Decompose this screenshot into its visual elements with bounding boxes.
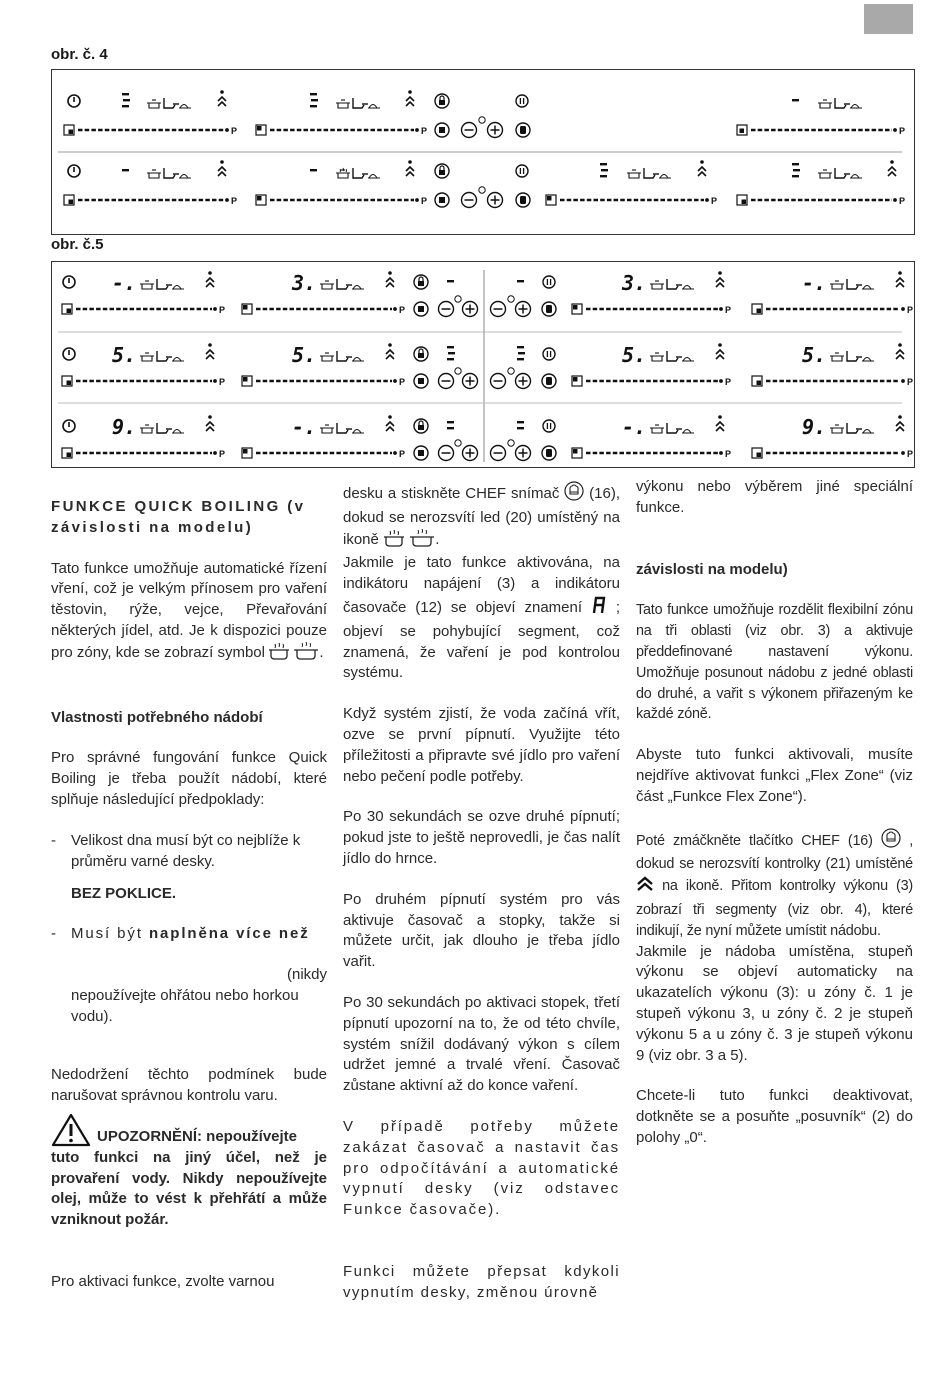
- text-column-1: [51, 497, 327, 1293]
- flex-move-indicator: [896, 271, 904, 287]
- power-slider: [572, 448, 731, 459]
- power-slider: [737, 125, 905, 136]
- segment-display: [517, 280, 524, 282]
- segment-display: [517, 421, 524, 429]
- power-level-digit: 5.: [112, 343, 137, 367]
- timer-icon: [542, 374, 556, 388]
- slider-end-label: P: [219, 305, 226, 315]
- flex-move-indicator: [888, 160, 896, 176]
- minus-icon: [491, 374, 506, 389]
- segment-display: [310, 93, 318, 107]
- power-slider: [62, 448, 225, 459]
- slider-end-label: P: [907, 305, 914, 315]
- cookware-icons: [830, 351, 874, 361]
- heading-flex-chef: závislosti na modelu): [636, 560, 788, 578]
- power-slider: [752, 376, 913, 387]
- slider-end-label: P: [725, 449, 732, 459]
- segment-display: [792, 163, 800, 177]
- plus-icon: [516, 374, 531, 389]
- cookware-icons: [336, 98, 380, 108]
- cookware-icons: [830, 423, 874, 433]
- power-icon: [68, 95, 80, 107]
- timer-clock-icon: [479, 117, 485, 123]
- flex-move-indicator: [716, 343, 724, 359]
- pause-icon: [543, 348, 555, 360]
- power-slider: [752, 448, 913, 459]
- minus-icon: [462, 123, 477, 138]
- timer-clock-icon: [455, 296, 461, 302]
- slider-end-label: P: [899, 126, 906, 136]
- cookware-icons: [140, 351, 184, 361]
- timer-clock-icon: [508, 296, 514, 302]
- power-level-digit: 9.: [112, 415, 137, 439]
- cookware-icons: [140, 423, 184, 433]
- cookware-icons: [650, 351, 694, 361]
- text-column-3: [636, 477, 913, 1149]
- power-icon: [68, 165, 80, 177]
- paragraph-flex-intro: Tato funkce umožňuje rozdělit flexibilní zónu na tři oblasti (viz obr. 3) a aktivuje předdefinované nastavení výkonu. Umožňuje posunout nádobu z jedné oblasti do druhé, a vařit s výkonem přiřazeným ke každé zóně.: [636, 602, 913, 723]
- figure-4-panel: [51, 69, 915, 235]
- lock-icon: [414, 419, 428, 433]
- timer-icon: [516, 193, 530, 207]
- figure-5-diagram: [52, 262, 914, 467]
- slider-end-label: P: [899, 196, 906, 206]
- cookware-icons: [830, 279, 874, 289]
- power-slider: [242, 448, 405, 459]
- warning-block: UPOZORNĚNÍ: nepoužívejte tuto funkci na jiný účel, než je provaření vody. Nikdy nepoužívejte olej, může to vést k přehřátí a může vzniknout požár.: [51, 1113, 327, 1231]
- timer-clock-icon: [479, 187, 485, 193]
- page-tab-marker: [864, 4, 913, 34]
- power-level-digit: -.: [112, 271, 137, 295]
- paragraph-flex-activate: Abyste tuto funkci aktivovali, musíte nejdříve aktivovat funkci „Flex Zone“ (viz část „Funkce Flex Zone“).: [636, 746, 913, 805]
- slider-end-label: P: [219, 449, 226, 459]
- heading-cookware: Vlastnosti potřebného nádobí: [51, 708, 263, 726]
- power-slider: [242, 304, 405, 315]
- segment-display: [122, 169, 129, 171]
- timer-clock-icon: [508, 368, 514, 374]
- timer-icon: [542, 302, 556, 316]
- paragraph-disable-timer: V případě potřeby můžete zakázat časovač a nastavit čas pro odpočítávání a automatické vypnutí desky (viz odstavec Funkce časovače).: [343, 1117, 620, 1219]
- paragraph-first-beep: Když systém zjistí, že voda začíná vřít, ozve se první pípnutí. Využijte této příležitosti a připravte své jídlo pro vaření nebo pečení podle potřeby.: [343, 705, 620, 785]
- plus-icon: [516, 302, 531, 317]
- paragraph-timer: Po druhém pípnutí systém pro vás aktivuje časovač a stopky, takže si můžete určit, jak dlouho je třeba jídlo vařit.: [343, 890, 620, 971]
- cookware-icons: [320, 279, 364, 289]
- pause-icon: [516, 95, 528, 107]
- cookware-icons: [818, 168, 862, 178]
- pot-boil-icon: [409, 529, 435, 554]
- pot-boil-icon: [383, 529, 405, 554]
- paragraph-chef-activation: desku a stiskněte CHEF snímač (16), dokud se nerozsvítí led (20) umístěný na ikoně .: [343, 481, 620, 553]
- power-level-digit: 5.: [292, 343, 317, 367]
- segment-display: [600, 163, 608, 177]
- power-slider: [737, 195, 905, 206]
- cookware-icons: [627, 168, 671, 178]
- power-level-digit: -.: [802, 271, 827, 295]
- segment-a-symbol: [591, 595, 607, 622]
- paragraph-power-levels: Jakmile je nádoba umístěna, stupeň výkonu se objeví automaticky na ukazatelích výkonu (3): u zóny č. 1 je stupeň výkonu 3, u zóny č. 2 je stupeň výkonu 5 a u zóny č. 3 je stupeň výkonu 9 (viz obr. 3 a 5).: [636, 942, 913, 1064]
- flex-move-icon: [636, 875, 654, 900]
- power-level-digit: 3.: [622, 271, 647, 295]
- flex-move-indicator: [698, 160, 706, 176]
- cookware-icons: [147, 168, 191, 178]
- power-slider: [242, 376, 405, 387]
- power-level-digit: 5.: [802, 343, 827, 367]
- minus-icon: [439, 302, 454, 317]
- chef-sensor-icon: [881, 828, 901, 855]
- timer-icon: [516, 123, 530, 137]
- flex-move-indicator: [716, 415, 724, 431]
- power-level-digit: -.: [292, 415, 317, 439]
- plus-icon: [516, 446, 531, 461]
- cookware-icons: [650, 279, 694, 289]
- power-slider: [64, 195, 237, 206]
- power-level-digit: 9.: [802, 415, 827, 439]
- plus-icon: [488, 123, 503, 138]
- paragraph-continued: výkonu nebo výběrem jiné speciální funkce.: [636, 478, 913, 516]
- flex-move-indicator: [406, 160, 414, 176]
- text-column-2: [343, 481, 620, 1304]
- power-slider: [64, 125, 237, 136]
- lock-icon: [435, 164, 449, 178]
- lock-icon: [414, 275, 428, 289]
- minus-icon: [439, 374, 454, 389]
- flex-move-indicator: [218, 160, 226, 176]
- cookware-icons: [320, 423, 364, 433]
- minus-icon: [462, 193, 477, 208]
- pause-icon: [543, 276, 555, 288]
- slider-end-label: P: [421, 196, 428, 206]
- power-slider: [572, 376, 731, 387]
- power-slider: [546, 195, 717, 206]
- slider-end-label: P: [231, 196, 238, 206]
- figure-5-label: obr. č.5: [51, 236, 104, 253]
- slider-end-label: P: [907, 377, 914, 387]
- lock-icon: [435, 94, 449, 108]
- plus-icon: [463, 446, 478, 461]
- plus-icon: [463, 374, 478, 389]
- pause-icon: [543, 420, 555, 432]
- chef-icon: [414, 302, 428, 316]
- flex-move-indicator: [406, 90, 414, 106]
- paragraph-chef-press: Poté zmáčkněte tlačítko CHEF (16) , dokud se nerozsvítí kontrolky (21) umístěné na ikoně. Přitom kontrolky výkonu (3) zobrazí tři segmenty (viz obr. 4), které indikují, že nyní můžete umístit nádobu.: [636, 828, 913, 942]
- slider-end-label: P: [725, 305, 732, 315]
- power-icon: [63, 348, 75, 360]
- flex-move-indicator: [206, 415, 214, 431]
- power-slider: [752, 304, 913, 315]
- segment-display: [447, 346, 455, 360]
- power-slider: [62, 304, 225, 315]
- segment-display: [792, 99, 799, 101]
- minus-icon: [491, 302, 506, 317]
- paragraph-quick-boiling-intro: Tato funkce umožňuje automatické řízení vření, což je velkým přínosem pro vaření těstovin, rýže, vejce, Převařování některých jídel, atd. Je k dispozici pouze pro zóny, kde se zobrazí symbol .: [51, 559, 327, 667]
- slider-end-label: P: [219, 377, 226, 387]
- paragraph-indicator-sign: Jakmile je tato funkce aktivována, na indikátoru napájení (3) a indikátoru časovače (12) se objeví znamení ; objeví se pohybující segment, což znamená, že vaření je pod kontrolou systému.: [343, 554, 621, 682]
- paragraph-second-beep: Po 30 sekundách se ozve druhé pípnutí; pokud jste to ještě neprovedli, je čas nalít jídlo do hrnce.: [343, 808, 620, 867]
- list-item: - Velikost dna musí být co nejblíže k průměru varné desky. BEZ POKLICE.: [51, 831, 301, 903]
- slider-end-label: P: [399, 377, 406, 387]
- cookware-icons: [147, 98, 191, 108]
- timer-clock-icon: [508, 440, 514, 446]
- paragraph-cookware: Pro správné fungování funkce Quick Boiling je třeba použít nádobí, které splňuje následující předpoklady:: [51, 749, 327, 808]
- power-slider: [62, 376, 225, 387]
- flex-move-indicator: [896, 415, 904, 431]
- flex-move-indicator: [206, 271, 214, 287]
- slider-end-label: P: [711, 196, 718, 206]
- lock-icon: [414, 347, 428, 361]
- segment-display: [310, 169, 317, 171]
- segment-display: [122, 93, 130, 107]
- flex-move-indicator: [386, 343, 394, 359]
- minus-icon: [491, 446, 506, 461]
- minus-icon: [439, 446, 454, 461]
- heading-quick-boiling: FUNKCE QUICK BOILING (v závislosti na modelu): [51, 498, 306, 536]
- power-slider: [256, 195, 427, 206]
- paragraph-override: Funkci můžete přepsat kdykoli vypnutím desky, změnou úrovně: [343, 1262, 620, 1301]
- power-level-digit: 5.: [622, 343, 647, 367]
- plus-icon: [463, 302, 478, 317]
- chef-icon: [414, 446, 428, 460]
- figure-5-panel: [51, 261, 915, 468]
- flex-move-indicator: [218, 90, 226, 106]
- slider-end-label: P: [231, 126, 238, 136]
- power-slider: [256, 125, 427, 136]
- cookware-icons: [650, 423, 694, 433]
- paragraph-conditions: Nedodržení těchto podmínek bude narušovat správnou kontrolu varu.: [51, 1066, 327, 1105]
- plus-icon: [488, 193, 503, 208]
- pot-boil-icon: [269, 642, 289, 667]
- slider-end-label: P: [399, 305, 406, 315]
- flex-move-indicator: [896, 343, 904, 359]
- timer-icon: [542, 446, 556, 460]
- figure-4-diagram: [52, 70, 914, 234]
- power-icon: [63, 276, 75, 288]
- chef-icon: [435, 123, 449, 137]
- chef-sensor-icon: [564, 481, 584, 508]
- pause-icon: [516, 165, 528, 177]
- timer-clock-icon: [455, 440, 461, 446]
- segment-display: [447, 280, 454, 282]
- flex-move-indicator: [206, 343, 214, 359]
- segment-display: [447, 421, 454, 429]
- flex-move-indicator: [386, 271, 394, 287]
- chef-icon: [414, 374, 428, 388]
- slider-end-label: P: [907, 449, 914, 459]
- paragraph-third-beep: Po 30 sekundách po aktivaci stopek, třetí pípnutí upozorní na to, že od této chvíle, systém snížil dodávaný výkon s cílem udržet jemné a trvalé vření. Časovač zůstane aktivní až do konce vaření.: [343, 993, 620, 1095]
- paragraph-deactivate: Chcete-li tuto funkci deaktivovat, dotkněte se a posuňte „posuvník“ (2) do polohy „0“.: [636, 1087, 913, 1146]
- flex-move-indicator: [716, 271, 724, 287]
- slider-end-label: P: [421, 126, 428, 136]
- cookware-icons: [818, 98, 862, 108]
- power-level-digit: -.: [622, 415, 647, 439]
- power-slider: [572, 304, 731, 315]
- warning-triangle-icon: [51, 1113, 91, 1154]
- timer-clock-icon: [455, 368, 461, 374]
- slider-end-label: P: [725, 377, 732, 387]
- slider-end-label: P: [399, 449, 406, 459]
- segment-display: [517, 346, 525, 360]
- cookware-icons: [140, 279, 184, 289]
- paragraph-activate: Pro aktivaci funkce, zvolte varnou: [51, 1272, 275, 1290]
- flex-move-indicator: [386, 415, 394, 431]
- power-icon: [63, 420, 75, 432]
- cookware-icons: [336, 168, 380, 178]
- power-level-digit: 3.: [292, 271, 317, 295]
- pot-boil-icon: [293, 642, 319, 667]
- cookware-icons: [320, 351, 364, 361]
- list-item: - Musí být naplněna více než (nikdy nepoužívejte ohřátou nebo horkou vodu).: [51, 925, 327, 1025]
- chef-icon: [435, 193, 449, 207]
- figure-4-label: obr. č. 4: [51, 46, 108, 63]
